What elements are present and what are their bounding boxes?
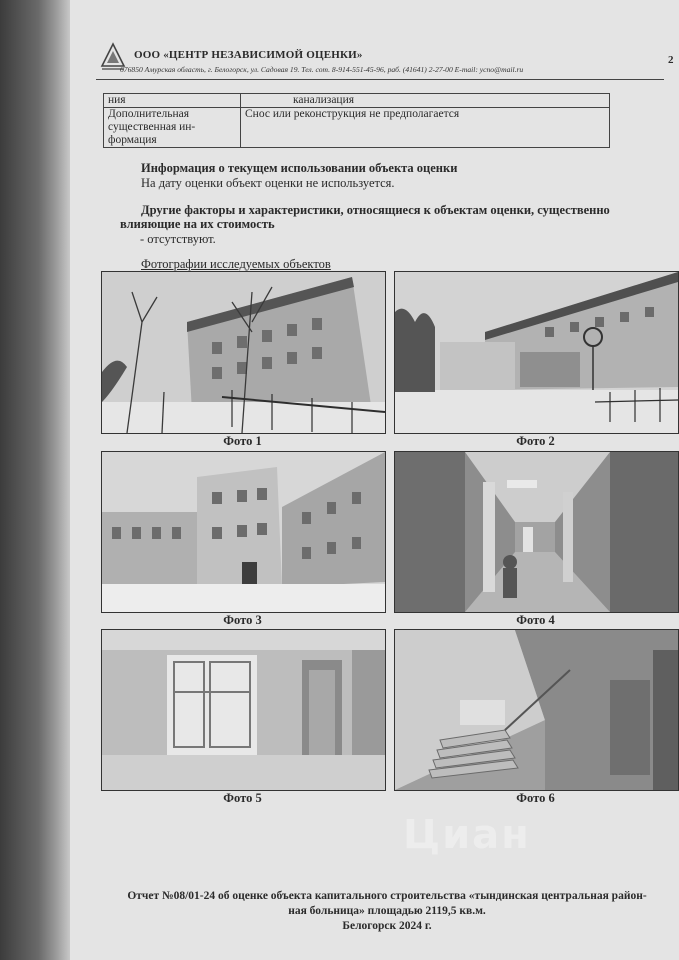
photo-3-caption: Фото 3 [223, 613, 262, 627]
photo-6 [394, 629, 679, 791]
footer-line-3: Белогорск 2024 г. [342, 920, 432, 932]
binding-shadow [0, 0, 70, 960]
page-number: 2 [668, 54, 674, 66]
document-footer [96, 889, 678, 934]
current-use-heading: Информация о текущем использовании объекта оценки [141, 161, 458, 175]
interior-staircase-image [395, 630, 678, 790]
footer-line-2: ная больница» площадью 2119,5 кв.м. [288, 905, 486, 917]
photo-2 [394, 271, 679, 434]
table-cell-value-text: канализация [293, 94, 355, 106]
footer-line-1: Отчет №08/01-24 об оценке объекта капитального строительства «тындинская центральная район- [127, 890, 647, 902]
interior-corridor-image [395, 452, 678, 612]
building-entrance-image [395, 272, 678, 433]
watermark: Циан [403, 812, 531, 858]
photo-3 [101, 451, 386, 613]
photo-5 [101, 629, 386, 791]
other-factors-item: - отсутствуют. [140, 232, 216, 246]
table-cell-value [241, 94, 610, 108]
photo-2-caption: Фото 2 [516, 434, 555, 448]
table-cell-value: Снос или реконструкция не предполагается [241, 108, 610, 148]
interior-hall-image [102, 630, 385, 790]
photo-4-caption: Фото 4 [516, 613, 555, 627]
header-divider [96, 79, 664, 80]
photo-1 [101, 271, 386, 434]
photo-5-caption: Фото 5 [223, 791, 262, 805]
table-row [104, 108, 610, 148]
info-table [103, 93, 610, 148]
company-address: 676850 Амурская область, г. Белогорск, ул. Садовая 19. Тел. сот. 8-914-551-45-96, раб. (41641) 2-27-00 E-mail: ycno@mail.ru [120, 65, 524, 74]
other-factors-heading: Другие факторы и характеристики, относящиеся к объектам оценки, существенно [141, 203, 610, 217]
building-courtyard-image [102, 452, 385, 612]
table-cell-label: Дополнительная существенная ин-формация [104, 108, 241, 148]
photo-6-caption: Фото 6 [516, 791, 555, 805]
table-row [104, 94, 610, 108]
photo-4 [394, 451, 679, 613]
table-cell-label: ния [104, 94, 241, 108]
company-name: ООО «ЦЕНТР НЕЗАВИСИМОЙ ОЦЕНКИ» [134, 49, 363, 61]
building-exterior-image [102, 272, 385, 433]
other-factors-heading-cont: влияющие на их стоимость [120, 217, 275, 231]
current-use-text: На дату оценки объект оценки не используется. [141, 176, 395, 190]
photo-1-caption: Фото 1 [223, 434, 262, 448]
photos-heading: Фотографии исследуемых объектов [141, 257, 331, 271]
